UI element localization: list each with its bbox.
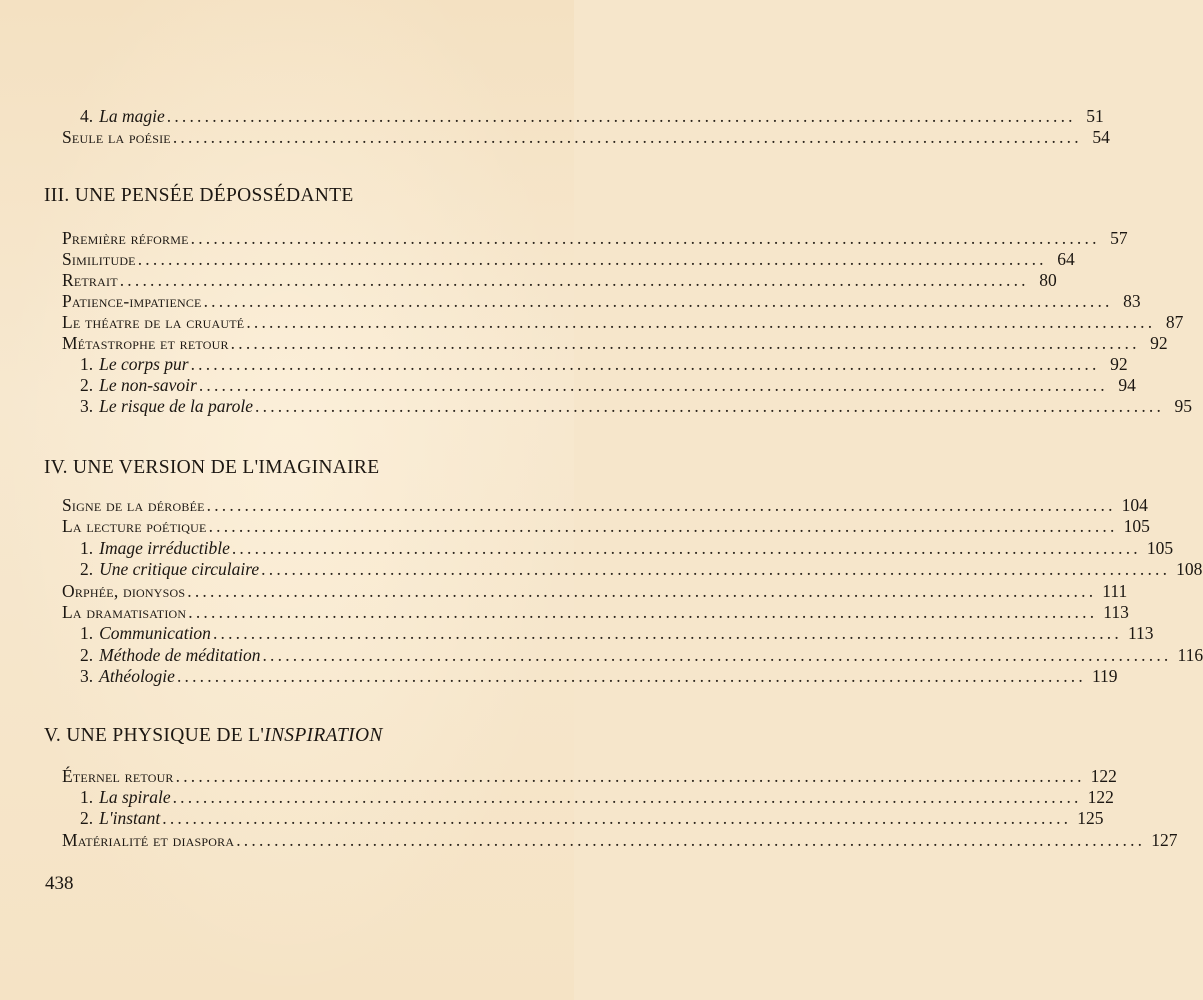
section-heading: IV. UNE VERSION DE L'IMAGINAIRE [44, 457, 380, 478]
page-number: 92 [1150, 333, 1168, 353]
toc-entry[interactable] [80, 645, 1203, 666]
entry-label: Patience-impatience [62, 291, 202, 311]
entry-label: 3. Athéologie [80, 666, 175, 686]
toc-entry[interactable] [62, 830, 1178, 851]
leader-dots: ........................................................................................................................ [231, 538, 1141, 558]
leader-dots: ........................................................................................................................ [255, 396, 1165, 416]
leader-dots: ........................................................................................................................ [187, 581, 1097, 601]
leader-dots: ........................................................................................................................ [188, 602, 1098, 622]
entry-label: Matérialité et diaspora [62, 830, 235, 850]
toc-entry[interactable] [80, 106, 1104, 127]
entry-label: La dramatisation [62, 602, 187, 622]
page-number: 113 [1103, 602, 1129, 622]
page-number: 83 [1123, 291, 1141, 311]
page-number: 113 [1127, 623, 1154, 643]
page-number: 119 [1091, 666, 1118, 686]
toc-entry[interactable] [62, 602, 1129, 623]
entry-label: Signe de la dérobée [62, 495, 205, 515]
toc-entry[interactable] [80, 666, 1118, 687]
entry-label: 2. Une critique circulaire [80, 559, 260, 579]
leader-dots: ........................................................................................................................ [176, 666, 1086, 686]
leader-dots: ........................................................................................................................ [198, 375, 1108, 395]
toc-entry[interactable] [62, 581, 1128, 602]
page-number: 57 [1110, 228, 1128, 248]
toc-entry[interactable] [62, 127, 1110, 148]
entry-label: Éternel retour [62, 766, 174, 786]
leader-dots: ........................................................................................................................ [119, 270, 1029, 290]
page-number: 127 [1151, 830, 1178, 850]
leader-dots: ........................................................................................................................ [162, 808, 1072, 828]
toc-entry[interactable] [80, 623, 1154, 644]
page-number: 87 [1165, 312, 1184, 332]
toc-entry[interactable] [62, 270, 1057, 291]
toc-entry[interactable] [62, 291, 1141, 312]
entry-label: 1. Le corps pur [80, 354, 189, 374]
leader-dots: ........................................................................................................................ [166, 106, 1076, 126]
leader-dots: ........................................................................................................................ [212, 623, 1122, 643]
page-folio: 438 [45, 873, 74, 894]
toc-entry[interactable] [62, 228, 1128, 249]
page-number: 125 [1077, 808, 1104, 828]
leader-dots: ........................................................................................................................ [190, 228, 1100, 248]
toc-entry[interactable] [62, 495, 1148, 516]
page-number: 104 [1121, 495, 1148, 515]
leader-dots: ........................................................................................................................ [236, 830, 1146, 850]
section-heading: III. UNE PENSÉE DÉPOSSÉDANTE [44, 185, 354, 206]
page-number: 105 [1123, 516, 1150, 536]
leader-dots: ........................................................................................................................ [175, 766, 1085, 786]
leader-dots: ........................................................................................................................ [190, 354, 1100, 374]
leader-dots: ........................................................................................................................ [206, 495, 1116, 515]
entry-label: Retrait [62, 270, 118, 290]
toc-entry[interactable] [80, 808, 1104, 829]
leader-dots: ........................................................................................................................ [172, 127, 1082, 147]
leader-dots: ........................................................................................................................ [203, 291, 1113, 311]
toc-entry[interactable] [62, 333, 1168, 354]
page-number: 92 [1110, 354, 1128, 374]
toc-entry[interactable] [80, 787, 1114, 808]
entry-label: 3. Le risque de la parole [80, 396, 254, 416]
page-number: 122 [1087, 787, 1114, 807]
toc-entry[interactable] [62, 249, 1075, 270]
entry-label: 2. Le non-savoir [80, 375, 197, 395]
leader-dots: ........................................................................................................................ [137, 249, 1047, 269]
entry-label: 1. La spirale [80, 787, 171, 807]
toc-entry[interactable] [80, 354, 1128, 375]
page-number: 116 [1177, 645, 1203, 665]
toc-entry[interactable] [80, 396, 1193, 417]
leader-dots: ........................................................................................................................ [230, 333, 1140, 353]
entry-label: Métastrophe et retour [62, 333, 229, 353]
entry-label: Première réforme [62, 228, 189, 248]
page-number: 105 [1146, 538, 1174, 558]
leader-dots: ........................................................................................................................ [262, 645, 1172, 665]
toc-entry[interactable] [62, 766, 1117, 787]
page-number: 54 [1092, 127, 1110, 147]
page-number: 111 [1102, 581, 1128, 601]
entry-label: Orphée, dionysos [62, 581, 186, 601]
entry-label: La lecture poétique [62, 516, 207, 536]
page-number: 80 [1039, 270, 1057, 290]
section-heading: V. UNE PHYSIQUE DE L'INSPIRATION [44, 725, 383, 746]
page-number: 122 [1090, 766, 1117, 786]
entry-label: Seule la poésie [62, 127, 171, 147]
toc-entry[interactable] [80, 538, 1174, 559]
leader-dots: ........................................................................................................................ [172, 787, 1082, 807]
entry-label: Le théatre de la cruauté [62, 312, 245, 332]
leader-dots: ........................................................................................................................ [208, 516, 1118, 536]
page-number: 108 [1176, 559, 1203, 579]
leader-dots: ........................................................................................................................ [261, 559, 1171, 579]
entry-label: Similitude [62, 249, 136, 269]
toc-entry[interactable] [80, 559, 1203, 580]
toc-entry[interactable] [62, 516, 1150, 537]
entry-label: 2. Méthode de méditation [80, 645, 261, 665]
page-number: 94 [1118, 375, 1136, 395]
page-number: 64 [1057, 249, 1075, 269]
page-number: 95 [1174, 396, 1193, 416]
toc-entry[interactable] [62, 312, 1184, 333]
entry-label: 2. L'instant [80, 808, 161, 828]
entry-label: 1. Image irréductible [80, 538, 230, 558]
entry-label: 4. La magie [80, 106, 165, 126]
page-number: 51 [1086, 106, 1104, 126]
toc-entry[interactable] [80, 375, 1136, 396]
leader-dots: ........................................................................................................................ [246, 312, 1156, 332]
entry-label: 1. Communication [80, 623, 211, 643]
